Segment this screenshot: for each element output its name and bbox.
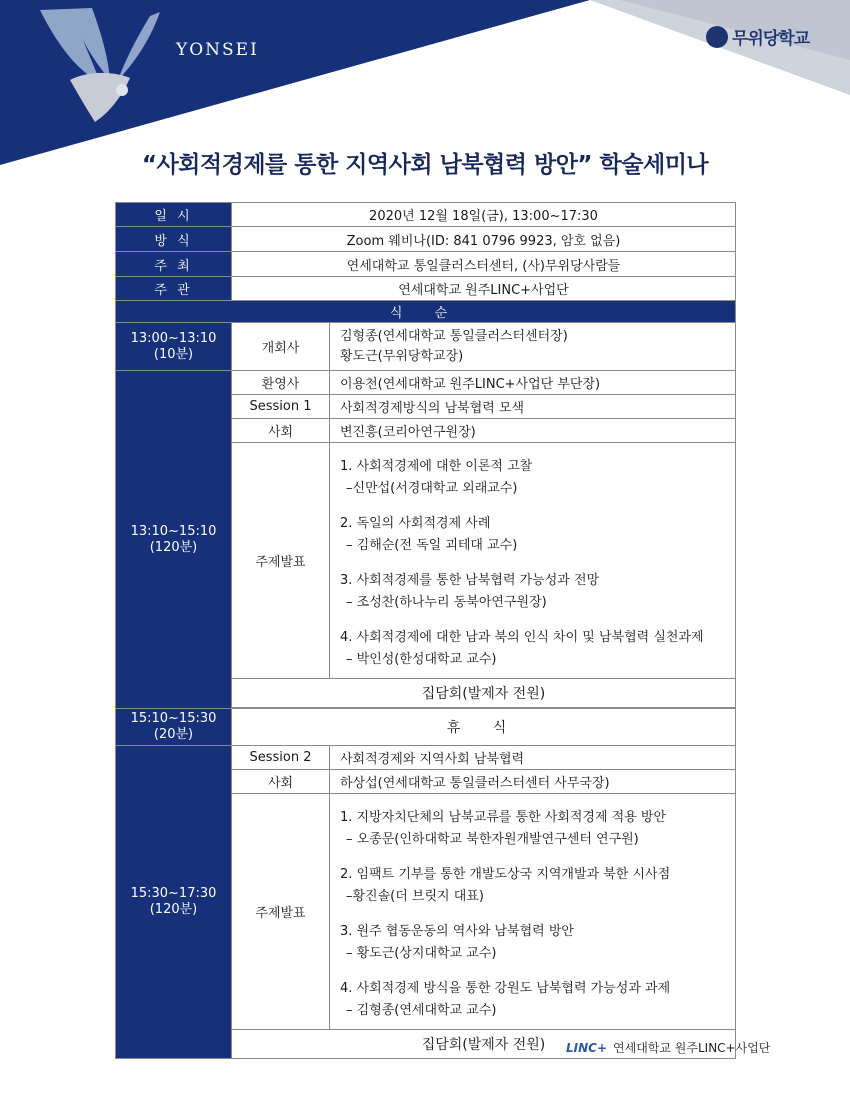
info-value: Zoom 웨비나(ID: 841 0796 9923, 암호 없음) <box>232 227 736 252</box>
muwidang-emblem-icon <box>706 26 728 48</box>
info-row <box>116 203 736 227</box>
time-duration: (20분) <box>153 727 194 742</box>
discussion: 집담회(발제자 전원) <box>232 1030 736 1059</box>
speaker: 황도근(무위당학교장) <box>340 348 464 364</box>
time-duration: (120분) <box>149 539 198 555</box>
moderator: 변진흥(코리아연구원장) <box>330 419 736 443</box>
time-cell <box>116 746 232 1059</box>
time-duration: (10분) <box>153 346 194 362</box>
row-label: 개회사 <box>232 323 330 371</box>
time-range: 13:00~13:10 <box>130 330 217 346</box>
row-label: 사회 <box>232 770 330 794</box>
row-label: 사회 <box>232 419 330 443</box>
talk-title: 4. 사회적경제에 대한 남과 북의 인식 차이 및 남북협력 실천과제 <box>340 630 704 645</box>
muwidang-logo <box>706 24 809 49</box>
talk-list <box>330 443 736 679</box>
talk-presenter: –황진솔(더 브릿지 대표) <box>346 889 484 904</box>
info-row <box>116 252 736 277</box>
linc-logo: LINC+ <box>566 1040 608 1055</box>
time-cell <box>116 709 232 746</box>
info-value: 2020년 12월 18일(금), 13:00~17:30 <box>232 203 736 227</box>
muwidang-logo-text: 무위당학교 <box>732 29 810 49</box>
program-header-row <box>116 301 736 323</box>
discussion: 집담회(발제자 전원) <box>232 679 736 708</box>
time-range: 15:10~15:30 <box>130 711 217 726</box>
break-label: 휴 식 <box>232 709 736 746</box>
talk-presenter: – 김해순(전 독일 괴테대 교수) <box>346 538 518 553</box>
time-range: 13:10~15:10 <box>130 523 217 539</box>
session-label: Session 2 <box>232 746 330 770</box>
yonsei-logo: YONSEI <box>176 40 259 60</box>
talk-title: 3. 사회적경제를 통한 남북협력 가능성과 전망 <box>340 573 600 588</box>
session-title: 사회적경제와 지역사회 남북협력 <box>330 746 736 770</box>
row-label: 환영사 <box>232 371 330 395</box>
talk-presenter: – 김형종(연세대학교 교수) <box>346 1003 497 1018</box>
talk-title: 2. 임팩트 기부를 통한 개발도상국 지역개발과 북한 시사점 <box>340 867 671 882</box>
talk-presenter: – 박인성(한성대학교 교수) <box>346 652 497 667</box>
speaker: 김형종(연세대학교 통일클러스터센터장) <box>340 328 568 344</box>
break-row <box>116 709 736 746</box>
talk-presenter: – 조성찬(하나누리 동북아연구원장) <box>346 595 547 610</box>
time-cell <box>116 371 232 709</box>
talk-title: 4. 사회적경제 방식을 통한 강원도 남북협력 가능성과 과제 <box>340 981 671 996</box>
talk-title: 1. 사회적경제에 대한 이론적 고찰 <box>340 459 533 474</box>
talk-presenter: –신만섭(서경대학교 외래교수) <box>346 481 518 496</box>
info-value: 연세대학교 원주LINC+사업단 <box>232 277 736 301</box>
session-row <box>116 746 736 770</box>
schedule-table <box>115 202 736 1059</box>
info-value: 연세대학교 통일클러스터센터, (사)무위당사람들 <box>232 252 736 277</box>
info-label: 일 시 <box>116 203 232 227</box>
talk-presenter: – 오종문(인하대학교 북한자원개발연구센터 연구원) <box>346 832 639 847</box>
talk-title: 1. 지방자치단체의 남북교류를 통한 사회적경제 적용 방안 <box>340 810 667 825</box>
opening-speakers <box>330 323 736 371</box>
info-label: 주 관 <box>116 277 232 301</box>
footer-text: 연세대학교 원주LINC+사업단 <box>613 1041 771 1055</box>
time-range: 15:30~17:30 <box>130 886 217 901</box>
opening-row <box>116 323 736 371</box>
session-title: 사회적경제방식의 남북협력 모색 <box>330 395 736 419</box>
talk-list <box>330 794 736 1030</box>
welcome-speaker: 이용천(연세대학교 원주LINC+사업단 부단장) <box>330 371 736 395</box>
moderator: 하상섭(연세대학교 통일클러스터센터 사무국장) <box>330 770 736 794</box>
talk-presenter: – 황도근(상지대학교 교수) <box>346 946 497 961</box>
row-label: 주제발표 <box>232 443 330 679</box>
footer-logo <box>566 1039 770 1056</box>
session-label: Session 1 <box>232 395 330 419</box>
time-cell <box>116 323 232 371</box>
row-label: 주제발표 <box>232 794 330 1030</box>
welcome-row <box>116 371 736 395</box>
info-label: 주 최 <box>116 252 232 277</box>
info-row <box>116 277 736 301</box>
info-label: 방 식 <box>116 227 232 252</box>
talk-title: 2. 독일의 사회적경제 사례 <box>340 516 491 531</box>
program-header: 식 순 <box>116 301 736 323</box>
page-title: “사회적경제를 통한 지역사회 남북협력 방안” 학술세미나 <box>141 152 709 178</box>
info-row <box>116 227 736 252</box>
talk-title: 3. 원주 협동운동의 역사와 남북협력 방안 <box>340 924 574 939</box>
time-duration: (120분) <box>149 902 198 917</box>
